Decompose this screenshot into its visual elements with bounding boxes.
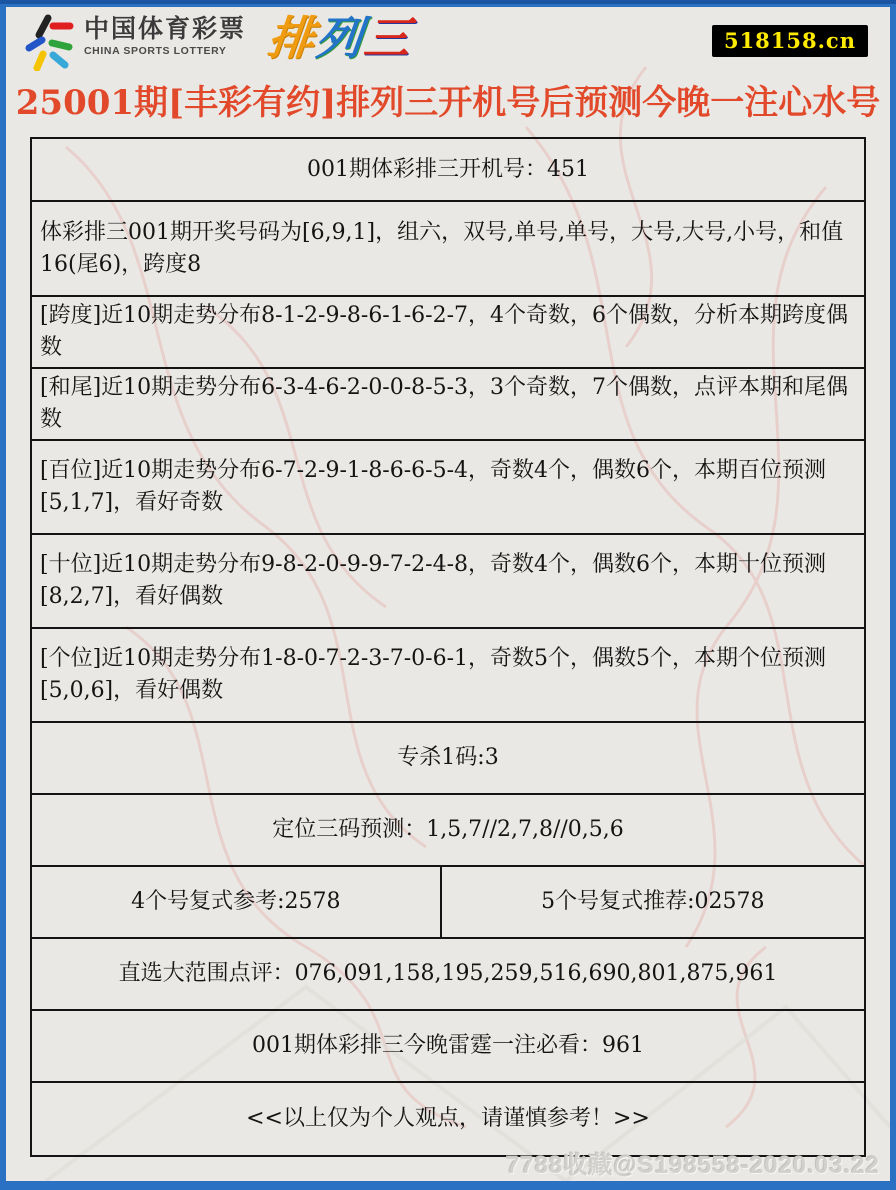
collector-watermark: 7788收藏@S198558-2020.03.22 bbox=[506, 1152, 880, 1179]
table-row-disclaimer: <<以上仅为个人观点，请谨慎参考！>> bbox=[32, 1081, 864, 1155]
table-row-kuadu-trend: [跨度]近10期走势分布8-1-2-9-8-6-1-6-2-7，4个奇数，6个偶数，分析本期跨度偶数 bbox=[32, 295, 864, 367]
brand-name-chinese: 中国体育彩票 bbox=[84, 15, 247, 43]
table-row-hewei-trend: [和尾]近10期走势分布6-3-4-6-2-0-0-8-5-3，3个奇数，7个偶数，点评本期和尾偶数 bbox=[32, 367, 864, 439]
game-char-3: 三 bbox=[361, 12, 415, 64]
table-row-shiwei-trend: [十位]近10期走势分布9-8-2-0-9-9-7-2-4-8，奇数4个，偶数6个，本期十位预测[8,2,7]，看好偶数 bbox=[32, 533, 864, 627]
site-badge: 518158.cn bbox=[712, 25, 868, 57]
game-char-1: 排 bbox=[265, 12, 319, 64]
table-row-dingwei-sanma: 定位三码预测：1,5,7//2,7,8//0,5,6 bbox=[32, 793, 864, 865]
table-row-baiwei-trend: [百位]近10期走势分布6-7-2-9-1-8-6-6-5-4，奇数4个，偶数6个，本期百位预测[5,1,7]，看好奇数 bbox=[32, 439, 864, 533]
table-row-zhuansha: 专杀1码:3 bbox=[32, 721, 864, 793]
header bbox=[6, 7, 890, 73]
table-row-yizhu-bikan: 001期体彩排三今晚雷霆一注必看：961 bbox=[32, 1009, 864, 1081]
china-sports-lottery-logo-icon bbox=[22, 13, 78, 71]
prediction-table bbox=[30, 137, 866, 1157]
table-row-gewei-trend: [个位]近10期走势分布1-8-0-7-2-3-7-0-6-1，奇数5个，偶数5个，本期个位预测[5,0,6]，看好偶数 bbox=[32, 627, 864, 721]
table-row-zhixuan-range: 直选大范围点评：076,091,158,195,259,516,690,801,875,961 bbox=[32, 937, 864, 1009]
game-name-pailie3 bbox=[265, 12, 415, 64]
content-panel bbox=[6, 7, 890, 1181]
table-row-kaijihao: 001期体彩排三开机号：451 bbox=[307, 156, 589, 182]
table-row-fushi bbox=[32, 865, 864, 937]
table-row-kaijiang-result: 体彩排三001期开奖号码为[6,9,1]，组六，双号,单号,单号，大号,大号,小号，和值16(尾6)，跨度8 bbox=[32, 200, 864, 295]
brand-name-english: CHINA SPORTS LOTTERY bbox=[84, 45, 227, 57]
brand-block bbox=[84, 17, 246, 57]
page-title: 25001期[丰彩有约]排列三开机号后预测今晚一注心水号 bbox=[15, 83, 881, 123]
table-cell-fushi-4: 4个号复式参考:2578 bbox=[131, 889, 341, 915]
table-cell-fushi-5: 5个号复式推荐:02578 bbox=[440, 867, 864, 937]
game-char-2: 列 bbox=[313, 12, 367, 64]
frame-top-line bbox=[0, 0, 896, 4]
